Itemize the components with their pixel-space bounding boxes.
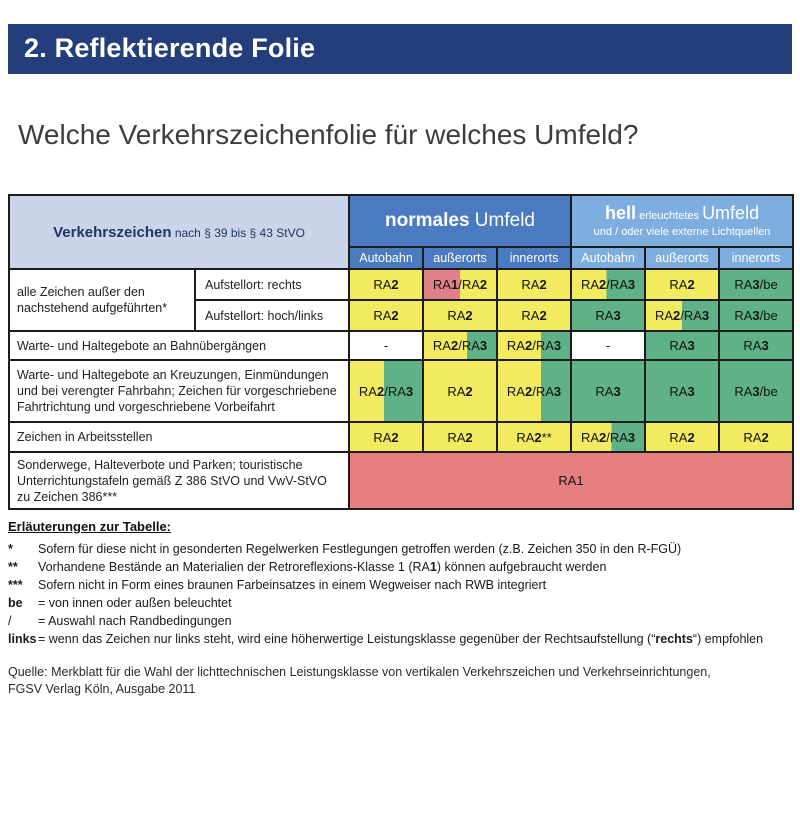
legend-marker: links [8, 632, 37, 646]
legend-marker: * [8, 542, 13, 556]
page [0, 24, 800, 824]
legend-text: Vorhandene Bestände an Materialien der Retroreflexions-Klasse 1 (RA1) können aufgebraucht werden [38, 560, 607, 574]
legend [8, 519, 792, 648]
rating-cell: RA3 [571, 300, 645, 331]
table-row [9, 331, 793, 360]
legend-marker: be [8, 596, 23, 610]
legend-item [8, 630, 792, 648]
legend-title: Erläuterungen zur Tabelle: [8, 519, 172, 534]
section-title: 2. Reflektierende Folie [24, 33, 316, 63]
sublabel-cell: Aufstellort: rechts [195, 269, 349, 300]
rating-cell: RA2/RA3 [497, 331, 571, 360]
hell-umfeld-mid: erleuchtetes [636, 210, 703, 222]
rating-cell: RA2 [645, 422, 719, 452]
row-label: Warte- und Haltegebote an Bahnübergängen [9, 331, 349, 360]
column-header-ausserorts-hell: außerorts [645, 247, 719, 269]
merged-rating-cell: RA1 [349, 452, 793, 509]
rating-cell: RA1/RA2 [423, 269, 497, 300]
rating-cell: RA3 [719, 331, 793, 360]
rating-cell: RA2 [497, 300, 571, 331]
hell-umfeld-subtitle: und / oder viele externe Lichtquellen [593, 226, 771, 238]
source-line-1: Quelle: Merkblatt für die Wahl der lichttechnischen Leistungsklasse von vertikalen Verkehrszeichen und Verkehrseinrichtungen, [8, 665, 711, 679]
corner-header-cell [9, 195, 349, 269]
rating-cell: RA3 [571, 360, 645, 422]
rating-cell: RA2/RA3 [571, 422, 645, 452]
rating-cell: RA3 [645, 360, 719, 422]
normal-umfeld-header [349, 195, 571, 247]
corner-title: Verkehrszeichen [53, 223, 172, 241]
section-header-bar [8, 24, 792, 74]
source [8, 664, 792, 698]
rating-cell: RA2 [719, 422, 793, 452]
legend-item [8, 540, 792, 558]
column-header-ausserorts-normal: außerorts [423, 247, 497, 269]
legend-item [8, 612, 792, 630]
column-header-autobahn-hell: Autobahn [571, 247, 645, 269]
source-line-2: FGSV Verlag Köln, Ausgabe 2011 [8, 682, 196, 696]
legend-text: = von innen oder außen beleuchtet [38, 596, 232, 610]
rating-cell: - [571, 331, 645, 360]
row-label: Zeichen in Arbeitsstellen [9, 422, 349, 452]
rating-cell: RA3/be [719, 300, 793, 331]
page-question: Welche Verkehrszeichenfolie für welches Umfeld? [18, 119, 639, 150]
rating-cell: RA2 [349, 269, 423, 300]
legend-marker: / [8, 614, 12, 628]
hell-umfeld-header [571, 195, 793, 247]
legend-text: = wenn das Zeichen nur links steht, wird eine höherwertige Leistungsklasse gegenüber der Rechtsaufstellung (“rechts“) empfohlen [38, 632, 764, 646]
column-header-autobahn-normal: Autobahn [349, 247, 423, 269]
rating-cell: RA2/RA3 [645, 300, 719, 331]
rating-cell: RA2** [497, 422, 571, 452]
legend-marker: *** [8, 578, 23, 592]
rating-cell: RA3 [645, 331, 719, 360]
rating-cell: RA2 [497, 269, 571, 300]
table-row [9, 452, 793, 509]
legend-items [8, 540, 792, 648]
table-row [9, 360, 793, 422]
rating-cell: RA2/RA3 [423, 331, 497, 360]
normal-umfeld-bold: normales [385, 210, 470, 231]
rating-cell: - [349, 331, 423, 360]
corner-subtitle: nach § 39 bis § 43 StVO [171, 225, 305, 240]
rating-cell: RA2 [423, 360, 497, 422]
legend-text: Sofern nicht in Form eines braunen Farbeinsatzes in einem Wegweiser nach RWB integriert [38, 578, 547, 592]
column-header-innerorts-hell: innerorts [719, 247, 793, 269]
hell-umfeld-bold: hell [605, 203, 637, 223]
rating-cell: RA2 [423, 422, 497, 452]
legend-item [8, 558, 792, 576]
foil-table [8, 194, 794, 510]
row-label: Warte- und Haltegebote an Kreuzungen, Einmündungen und bei verengter Fahrbahn; Zeichen für vorgeschriebene Fahrtrichtung und vorgeschriebene Vorbeifahrt [9, 360, 349, 422]
rating-cell: RA2/RA3 [571, 269, 645, 300]
row-label: Sonderwege, Halteverbote und Parken; touristische Unterrichtungstafeln gemäß Z 386 StVO und VwV-StVO zu Zeichen 386*** [9, 452, 349, 509]
legend-item [8, 576, 792, 594]
column-header-innerorts-normal: innerorts [497, 247, 571, 269]
legend-marker: ** [8, 560, 18, 574]
rating-cell: RA2 [349, 300, 423, 331]
table-body [9, 269, 793, 509]
rating-cell: RA2 [349, 422, 423, 452]
sublabel-cell: Aufstellort: hoch/links [195, 300, 349, 331]
legend-item [8, 594, 792, 612]
rating-cell: RA2 [645, 269, 719, 300]
row-label: alle Zeichen außer den nachstehend aufgeführten* [9, 269, 195, 331]
rating-cell: RA2 [423, 300, 497, 331]
rating-cell: RA2/RA3 [349, 360, 423, 422]
legend-text: Sofern für diese nicht in gesonderten Regelwerken Festlegungen getroffen werden (z.B. Zeichen 350 in den R-FGÜ) [38, 542, 682, 556]
rating-cell: RA3/be [719, 360, 793, 422]
rating-cell: RA3/be [719, 269, 793, 300]
rating-cell: RA2/RA3 [497, 360, 571, 422]
normal-umfeld-rest: Umfeld [469, 210, 535, 231]
table-row [9, 422, 793, 452]
table-row [9, 269, 793, 300]
legend-text: = Auswahl nach Randbedingungen [38, 614, 232, 628]
hell-umfeld-rest: Umfeld [702, 203, 760, 223]
